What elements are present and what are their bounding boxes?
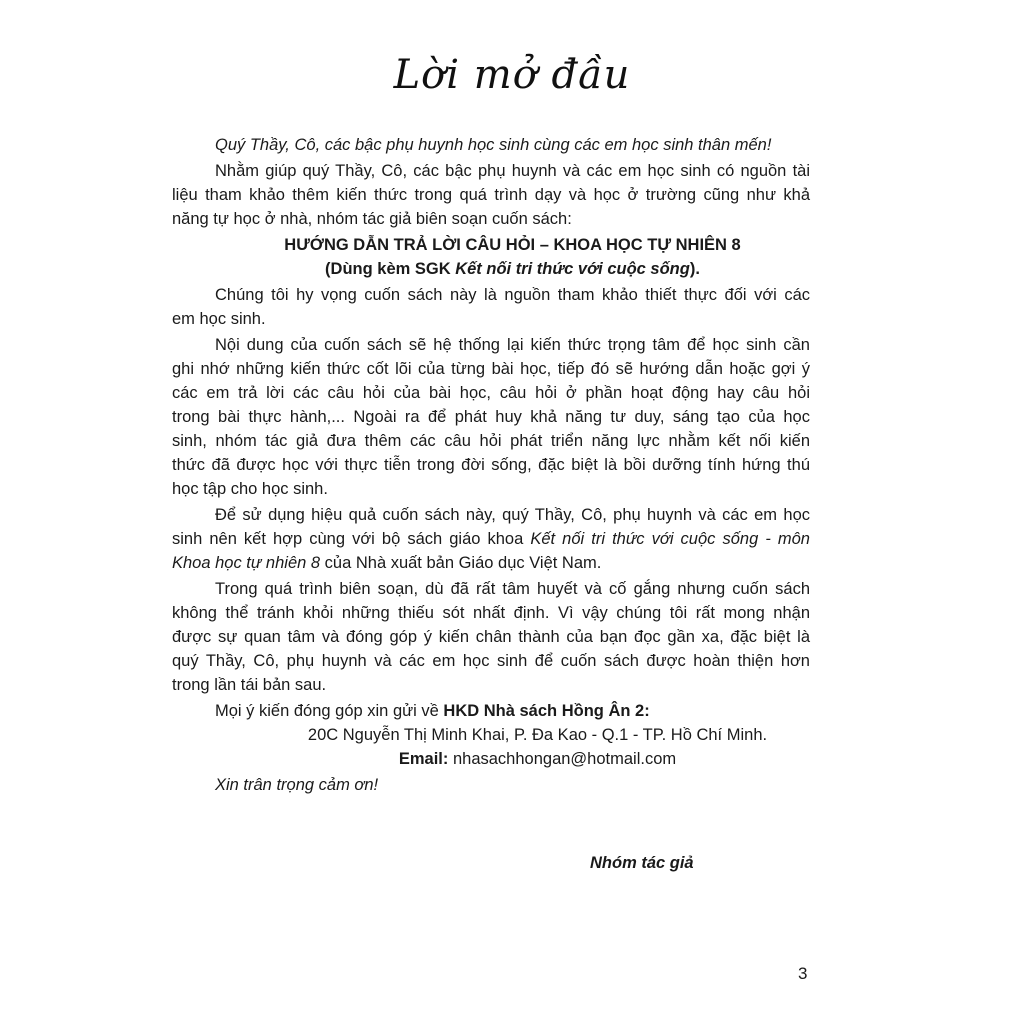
- paragraph-3-line-6: thức đã được học với thực tiễn trong đời sống, đặc biệt là bồi dưỡng tính hứng thú: [172, 456, 810, 474]
- paragraph-4-line-3-text: của Nhà xuất bản Giáo dục Việt Nam.: [320, 554, 602, 572]
- book-subtitle-series: Kết nối tri thức với cuộc sống: [455, 260, 690, 278]
- book-title: HƯỚNG DẪN TRẢ LỜI CÂU HỎI – KHOA HỌC TỰ NHIÊN 8: [284, 236, 741, 254]
- paragraph-5-line-3: được sự quan tâm và đóng góp ý kiến chân thành của bạn đọc gần xa, đặc biệt là: [172, 628, 810, 646]
- paragraph-1-line-2: liệu tham khảo thêm kiến thức trong quá trình dạy và học ở trường cũng như khả: [172, 186, 810, 204]
- email-label: Email:: [398, 750, 449, 768]
- greeting: Quý Thầy, Cô, các bậc phụ huynh học sinh cùng các em học sinh thân mến!: [215, 136, 772, 154]
- paragraph-4-line-2-text: sinh nên kết hợp cùng với bộ sách giáo khoa: [172, 530, 531, 548]
- contact-name: HKD Nhà sách Hồng Ân 2:: [443, 702, 650, 720]
- contact-email-line: [240, 748, 835, 770]
- paragraph-3-line-1: Nội dung của cuốn sách sẽ hệ thống lại kiến thức trọng tâm để học sinh cần: [215, 336, 810, 354]
- paragraph-4-subject-name: Khoa học tự nhiên 8: [172, 554, 321, 572]
- paragraph-3-line-3: các em trả lời các câu hỏi của bài học, câu hỏi ở phần hoạt động hay câu hỏi: [172, 384, 810, 402]
- page-number: 3: [798, 964, 808, 983]
- paragraph-3-line-7: học tập cho học sinh.: [172, 480, 328, 498]
- paragraph-4-line-2: [172, 528, 810, 550]
- paragraph-3-line-4: trong bài thực hành,... Ngoài ra để phát huy khả năng tư duy, sáng tạo của học: [172, 408, 810, 426]
- signature: Nhóm tác giả: [590, 854, 694, 872]
- contact-intro-line: [215, 700, 650, 722]
- paragraph-1-line-1: Nhằm giúp quý Thầy, Cô, các bậc phụ huynh và các em học sinh có nguồn tài: [215, 162, 810, 180]
- paragraph-2-line-1: Chúng tôi hy vọng cuốn sách này là nguồn tham khảo thiết thực đối với các: [215, 286, 810, 304]
- contact-address: 20C Nguyễn Thị Minh Khai, P. Đa Kao - Q.1 - TP. Hồ Chí Minh.: [307, 726, 768, 744]
- paragraph-4-series-name: Kết nối tri thức với cuộc sống - môn: [530, 530, 810, 548]
- paragraph-2-line-2: em học sinh.: [172, 310, 266, 328]
- paragraph-4-line-1: Để sử dụng hiệu quả cuốn sách này, quý Thầy, Cô, phụ huynh và các em học: [215, 506, 810, 524]
- paragraph-4-line-3: [172, 552, 601, 574]
- page-title: Lời mở đầu: [393, 52, 631, 98]
- paragraph-5-line-1: Trong quá trình biên soạn, dù đã rất tâm huyết và cố gắng nhưng cuốn sách: [215, 580, 810, 598]
- email-address: nhasachhongan@hotmail.com: [448, 750, 677, 768]
- book-subtitle-suffix: ).: [689, 260, 700, 278]
- paragraph-5-line-5: trong lần tái bản sau.: [172, 676, 327, 694]
- paragraph-3-line-5: sinh, nhóm tác giả đưa thêm các câu hỏi phát triển năng lực nhằm kết nối kiến: [172, 432, 810, 450]
- paragraph-1-line-3: năng tự học ở nhà, nhóm tác giả biên soạn cuốn sách:: [172, 210, 572, 228]
- paragraph-5-line-4: quý Thầy, Cô, phụ huynh và các em học sinh để cuốn sách được hoàn thiện hơn: [172, 652, 810, 670]
- closing-text: Xin trân trọng cảm ơn!: [215, 776, 379, 794]
- paragraph-5-line-2: không thể tránh khỏi những thiếu sót nhất định. Vì vậy chúng tôi rất mong nhận: [172, 604, 810, 622]
- book-subtitle-prefix: (Dùng kèm SGK: [325, 260, 456, 278]
- contact-intro: Mọi ý kiến đóng góp xin gửi về: [215, 702, 444, 720]
- paragraph-3-line-2: ghi nhớ những kiến thức cốt lõi của từng bài học, tiếp đó sẽ hướng dẫn hoặc gợi ý: [172, 360, 810, 378]
- book-subtitle: [215, 258, 810, 280]
